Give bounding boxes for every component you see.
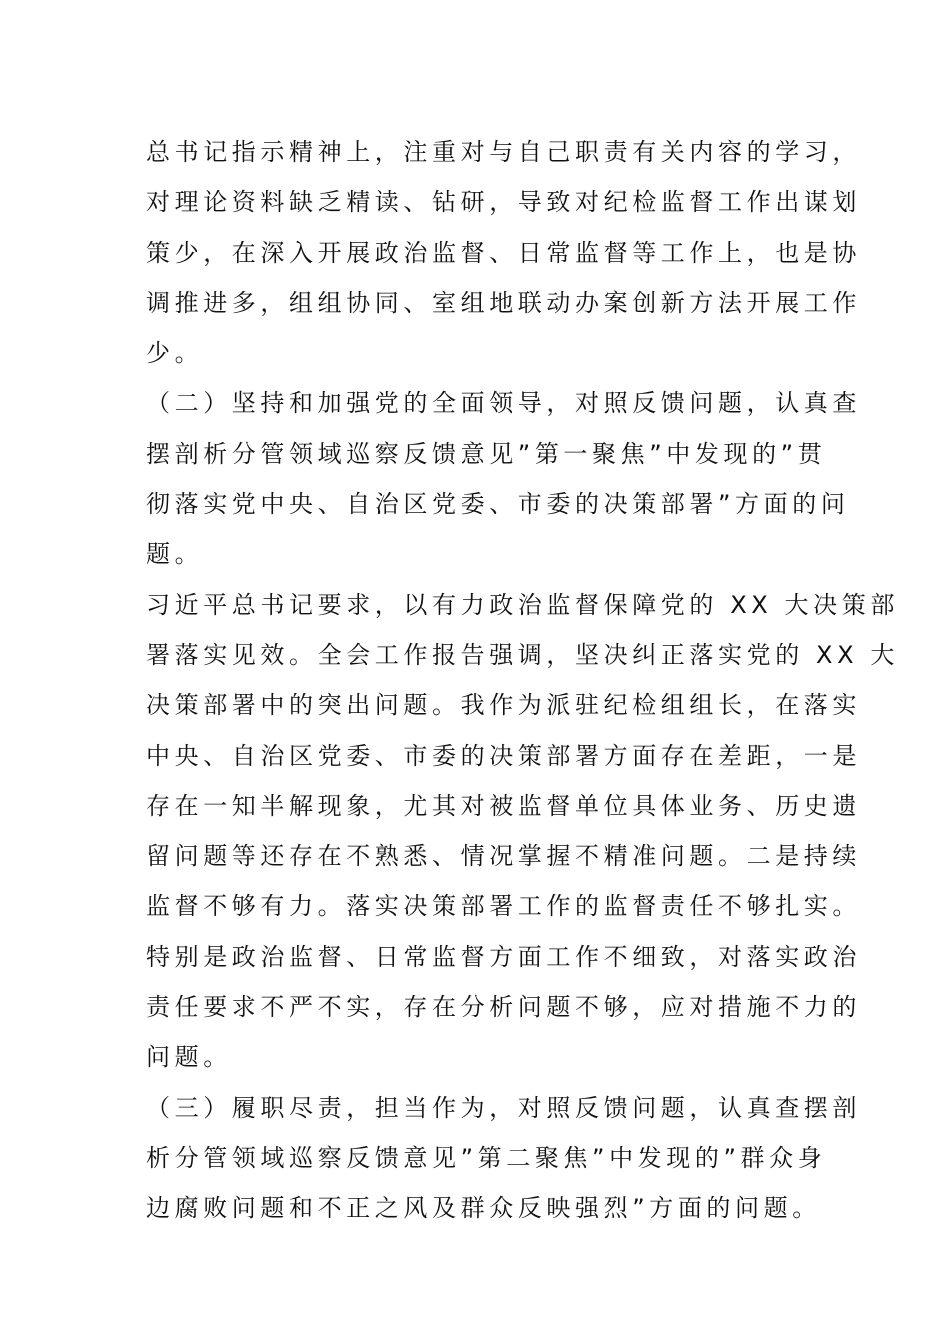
document-body xyxy=(146,127,899,1234)
text-line: 特别是政治监督、日常监督方面工作不细致，对落实政治 xyxy=(146,942,861,971)
section-heading-3 xyxy=(146,1083,861,1234)
heading-line: 题。 xyxy=(146,540,204,569)
text-line: 存在一知半解现象，尤其对被监督单位具体业务、历史遗 xyxy=(146,791,861,820)
text-line: 留问题等还存在不熟悉、情况掌握不精准问题。二是持续 xyxy=(146,842,861,871)
text-line: 署落实见效。全会工作报告强调，坚决纠正落实党的 XX 大 xyxy=(146,640,899,669)
text-line: 中央、自治区党委、市委的决策部署方面存在差距，一是 xyxy=(146,741,861,770)
text-line: 调推进多，组组协同、室组地联动办案创新方法开展工作 xyxy=(146,288,861,317)
heading-line: （三）履职尽责，担当作为，对照反馈问题，认真查摆剖 xyxy=(146,1093,861,1122)
text-line: 决策部署中的突出问题。我作为派驻纪检组组长，在落实 xyxy=(146,691,861,720)
heading-line: （二）坚持和加强党的全面领导，对照反馈问题，认真查 xyxy=(146,389,861,418)
heading-line: 析分管领域巡察反馈意见”第二聚焦”中发现的”群众身 xyxy=(146,1143,827,1172)
heading-line: 边腐败问题和不正之风及群众反映强烈”方面的问题。 xyxy=(146,1194,821,1223)
text-line: 策少，在深入开展政治监督、日常监督等工作上，也是协 xyxy=(146,238,861,267)
text-line: 少。 xyxy=(146,339,204,368)
section-heading-2 xyxy=(146,378,861,579)
paragraph-3 xyxy=(146,580,899,1083)
text-line: 习近平总书记要求，以有力政治监督保障党的 XX 大决策部 xyxy=(146,590,899,619)
text-line: 问题。 xyxy=(146,1043,232,1072)
heading-line: 彻落实党中央、自治区党委、市委的决策部署”方面的问 xyxy=(146,490,850,519)
heading-line: 摆剖析分管领域巡察反馈意见”第一聚焦”中发现的”贯 xyxy=(146,439,827,468)
text-line: 对理论资料缺乏精读、钻研，导致对纪检监督工作出谋划 xyxy=(146,188,861,217)
paragraph-1 xyxy=(146,127,861,378)
text-line: 总书记指示精神上，注重对与自己职责有关内容的学习， xyxy=(146,138,861,166)
text-line: 责任要求不严不实，存在分析问题不够，应对措施不力的 xyxy=(146,993,861,1022)
text-line: 监督不够有力。落实决策部署工作的监督责任不够扎实。 xyxy=(146,892,861,921)
